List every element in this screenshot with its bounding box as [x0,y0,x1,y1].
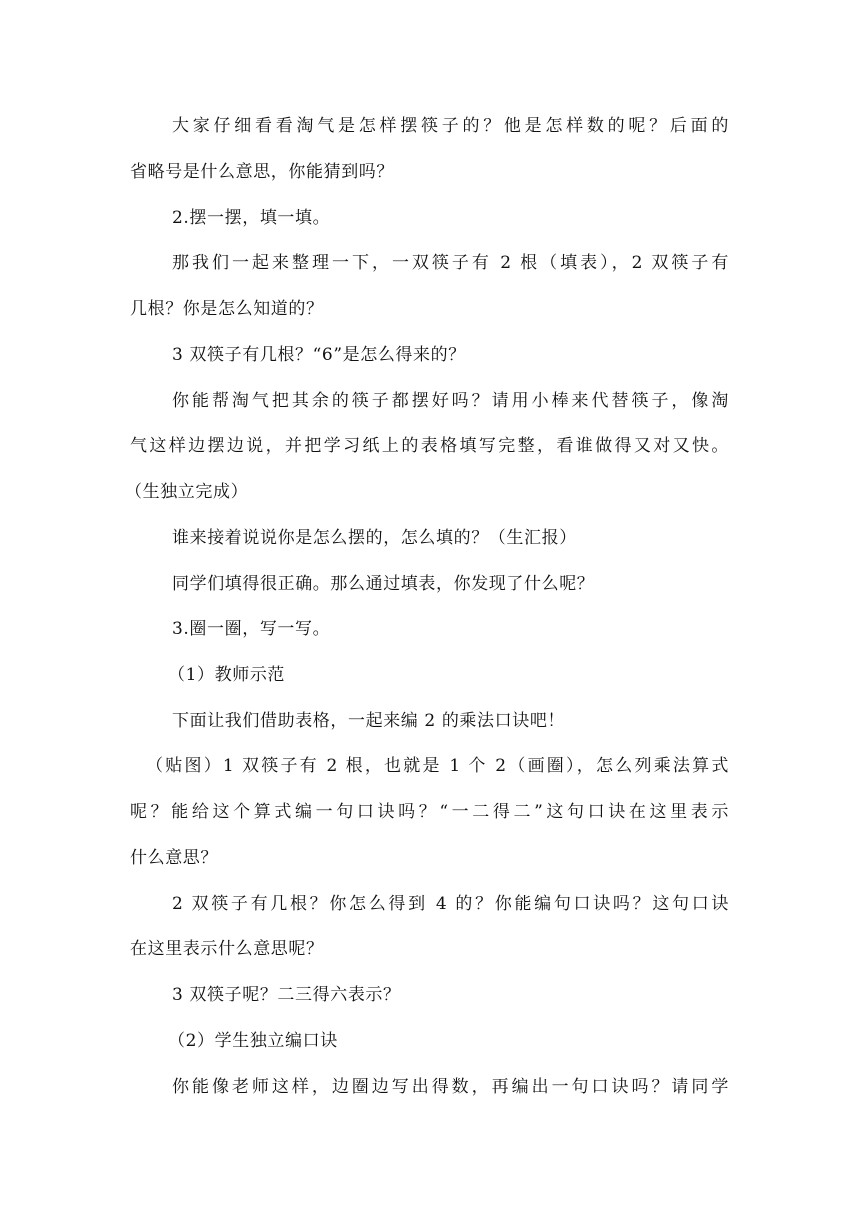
paragraph-line: 2 双筷子有几根？你怎么得到 4 的？你能编句口诀吗？这句口诀 [172,894,729,914]
paragraph-line: 3 双筷子有几根？“6”是怎么得来的？ [172,345,466,365]
paragraph-line: 3 双筷子呢？二三得六表示？ [172,985,401,1005]
paragraph-line: 同学们填得很正确。那么通过填表，你发现了什么呢？ [172,574,595,594]
paragraph-line: 下面让我们借助表格，一起来编 2 的乘法口诀吧！ [172,711,566,731]
paragraph-line: 你能像老师这样，边圈边写出得数，再编出一句口诀吗？请同学 [172,1077,729,1097]
section-heading: 2.摆一摆，填一填。 [172,208,331,228]
subsection-heading: （2）学生独立编口诀 [168,1031,338,1051]
paragraph-line: 几根？你是怎么知道的？ [130,299,324,319]
subsection-heading: （1）教师示范 [168,665,286,685]
paragraph-line: 你能帮淘气把其余的筷子都摆好吗？请用小棒来代替筷子，像淘 [172,391,729,411]
paragraph-line: 省略号是什么意思，你能猜到吗？ [130,162,394,182]
paragraph-line: 呢？能给这个算式编一句口诀吗？“一二得二”这句口诀在这里表示 [130,802,729,822]
paragraph-line: 那我们一起来整理一下，一双筷子有 2 根（填表），2 双筷子有 [172,253,729,273]
paragraph-line: 在这里表示什么意思呢？ [130,939,324,959]
paragraph-line: 气这样边摆边说，并把学习纸上的表格填写完整，看谁做得又对又快。 [130,436,729,456]
section-heading: 3.圈一圈，写一写。 [172,619,331,639]
paragraph-line: 谁来接着说说你是怎么摆的，怎么填的？（生汇报） [172,528,577,548]
paragraph-line: （贴图）1 双筷子有 2 根，也就是 1 个 2（画圈），怎么列乘法算式 [146,756,729,776]
paragraph-line: 什么意思？ [130,848,218,868]
paragraph-line: 大家仔细看看淘气是怎样摆筷子的？他是怎样数的呢？后面的 [172,116,729,136]
paragraph-line: （生独立完成） [125,482,249,502]
